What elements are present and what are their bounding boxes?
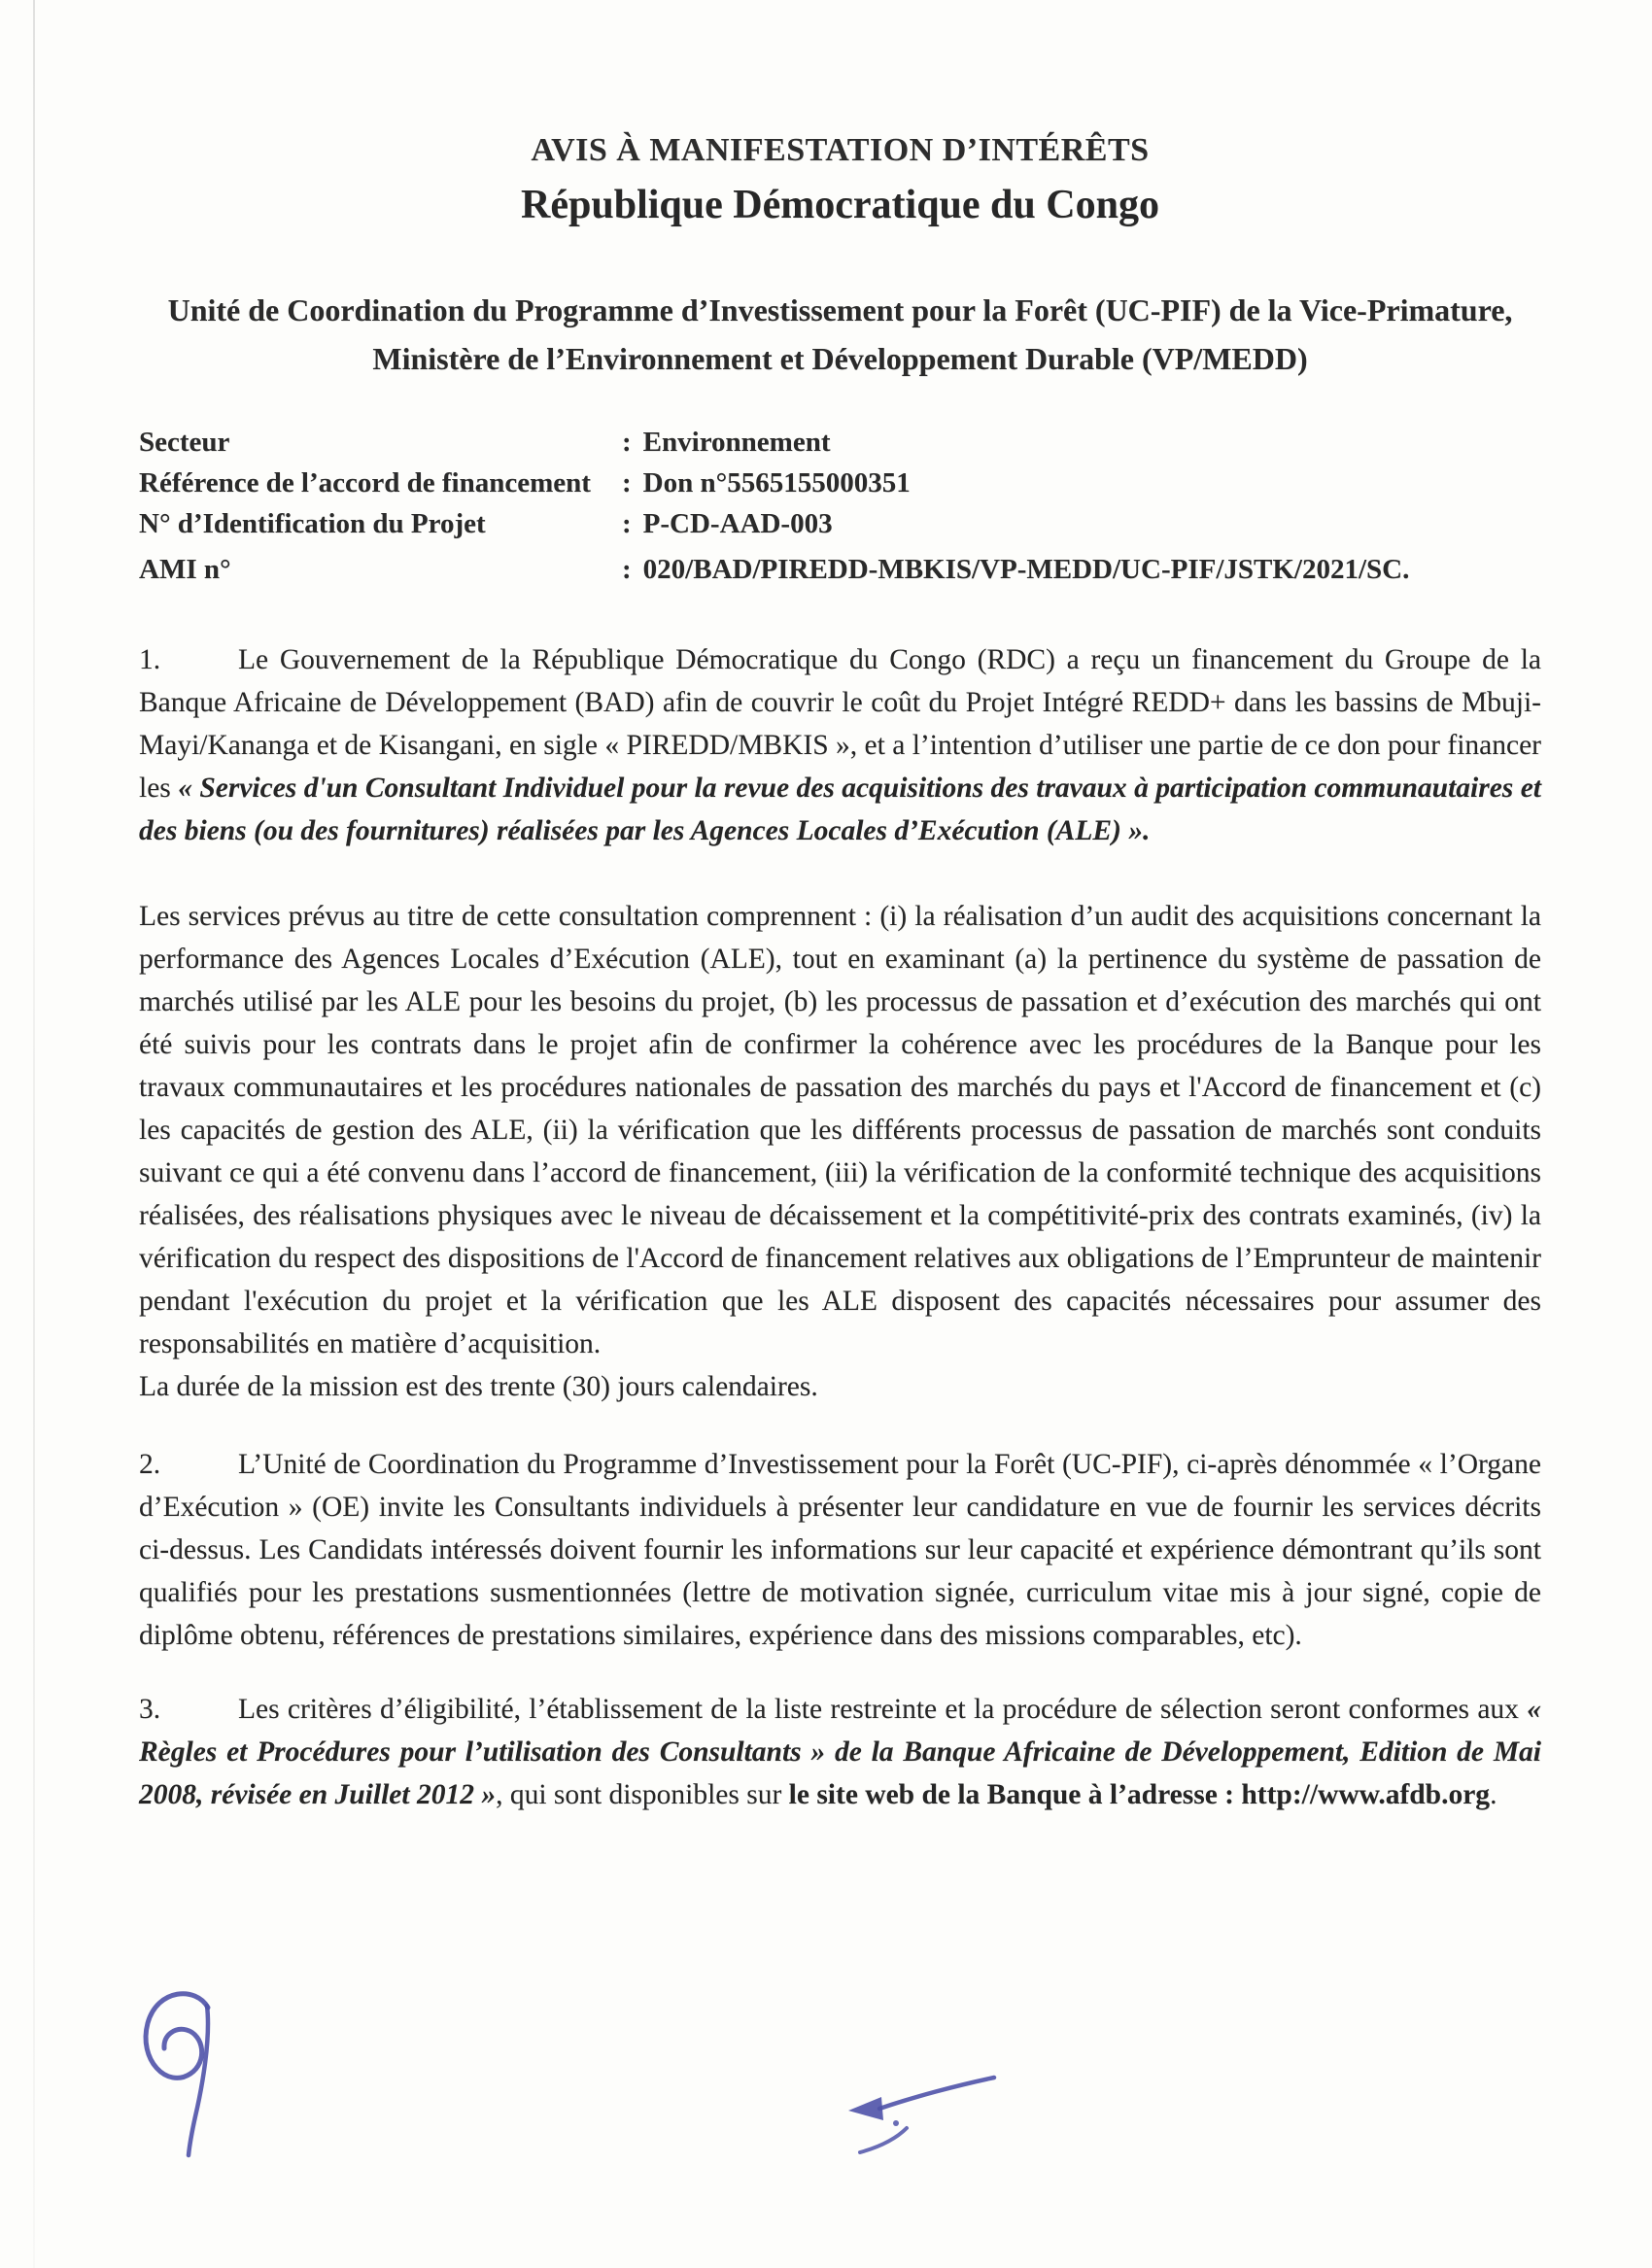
eligibility-mid: , qui sont disponibles sur [496,1779,789,1810]
services-scope-text: Les services prévus au titre de cette consultation comprennent : (i) la réalisation d’un audit des acquisitions concernant la performance des Agences Locales d’Exécution (ALE), tout en examinant (a) la pertinence du système de passation de marchés utilisé par les ALE pour les besoins du projet, (b) les processus de passation et d’exécution des marchés qui ont été suivis pour les contrats dans le projet afin de confirmer la cohérence avec les procédures de la Banque pour les travaux communautaires et les procédures nationales de passation des marchés du pays et l'Accord de financement et (c) les capacités de gestion des ALE, (ii) la vérification que les différents processus de passation de marchés sont conduits suivant ce qui a été convenu dans l’accord de financement, (iii) la vérification de la conformité technique des acquisitions réalisées, des réalisations physiques avec le niveau de décaissement et la compétitivité-prix des contrats examinés, (iv) la vérification du respect des dispositions de l'Accord de financement relatives aux obligations de l’Emprunteur de maintenir pendant l'exécution du projet et la vérification que les ALE disposent des capacités nécessaires pour assumer des responsabilités en matière d’acquisition. [139,901,1541,1359]
document-header [139,0,1541,383]
field-row-projet-id [139,503,1541,544]
eligibility-tail: . [1490,1779,1497,1810]
consultant-services-emphasis: « Services d'un Consultant Individuel pour la revue des acquisitions des travaux à participation communautaires et des biens (ou des fournitures) réalisées par les Agences Locales d’Exécution (ALE) ». [139,773,1541,846]
document-body [139,638,1541,1816]
country-title: République Démocratique du Congo [521,183,1159,227]
field-label: N° d’Identification du Projet [139,508,486,539]
field-colon: : [622,508,632,539]
eligibility-lead: Les critères d’éligibilité, l’établissement de la liste restreinte et la procédure de sélection seront conformes aux [238,1694,1528,1725]
field-row-secteur [139,422,1541,463]
paragraph-eligibility [139,1688,1541,1816]
field-row-ami-number [139,549,1541,590]
rules-reference-emphasis: « Règles et Procédures pour l’utilisation des Consultants » de la Banque Africaine de Développement, Edition de Mai 2008, révisée en Juillet 2012 » [139,1694,1541,1810]
paragraph-number: 3. [139,1694,161,1725]
field-value: P-CD-AAD-003 [642,508,833,539]
notice-title: AVIS À MANIFESTATION D’INTÉRÊTS [531,132,1150,168]
bank-website-text: le site web de la Banque à l’adresse : http://www.afdb.org [788,1779,1491,1810]
field-colon: : [622,467,632,498]
paragraph-invitation [139,1443,1541,1657]
reference-fields [139,422,1541,590]
field-value: Don n°5565155000351 [642,467,911,498]
field-colon: : [622,427,632,458]
paragraph-financing-lead: Le Gouvernement de la République Démocratique du Congo (RDC) a reçu un financement du Groupe de la Banque Africaine de Développement (BAD) afin de couvrir le coût du Projet Intégré REDD+ dans les bassins de Mbuji-Mayi/Kananga et de Kisangani, en sigle « PIREDD/MBKIS », et a l’intention d’utiliser une partie de ce don pour financer les [139,644,1541,804]
paragraph-services-scope [139,895,1541,1408]
field-row-reference-accord [139,463,1541,503]
invitation-text: L’Unité de Coordination du Programme d’Investissement pour la Forêt (UC-PIF), ci-après dénommée « l’Organe d’Exécution » (OE) invite les Consultants individuels à présenter leur candidature en vue de fournir les services décrits ci-dessus. Les Candidats intéressés doivent fournir les informations sur leur capacité et expérience démontrant qu’ils sont qualifiés pour les prestations susmentionnées (lettre de motivation signée, curriculum vitae mis à jour signé, copie de diplôme obtenu, références de prestations similaires, expérience dans des missions comparables, etc). [139,1449,1541,1651]
field-value: 020/BAD/PIREDD-MBKIS/VP-MEDD/UC-PIF/JSTK/2021/SC. [642,554,1410,585]
field-colon: : [622,554,632,585]
paragraph-number: 1. [139,644,161,675]
paragraph-financing [139,638,1541,852]
mission-duration-line: La durée de la mission est des trente (30) jours calendaires. [139,1371,818,1402]
field-value: Environnement [642,427,831,458]
scan-artifact-line [33,0,35,2268]
field-label: Référence de l’accord de financement [139,467,591,498]
org-heading: Unité de Coordination du Programme d’Investissement pour la Forêt (UC-PIF) de la Vice-Primature, Ministère de l’Environnement et Développement Durable (VP/MEDD) [167,292,1513,376]
field-label: Secteur [139,427,230,458]
handwritten-paraph-ink [134,1978,241,2173]
document-content [139,0,1541,1816]
field-label: AMI n° [139,554,231,585]
paragraph-number: 2. [139,1449,161,1480]
handwritten-arrow-mark-ink [821,2058,1025,2165]
